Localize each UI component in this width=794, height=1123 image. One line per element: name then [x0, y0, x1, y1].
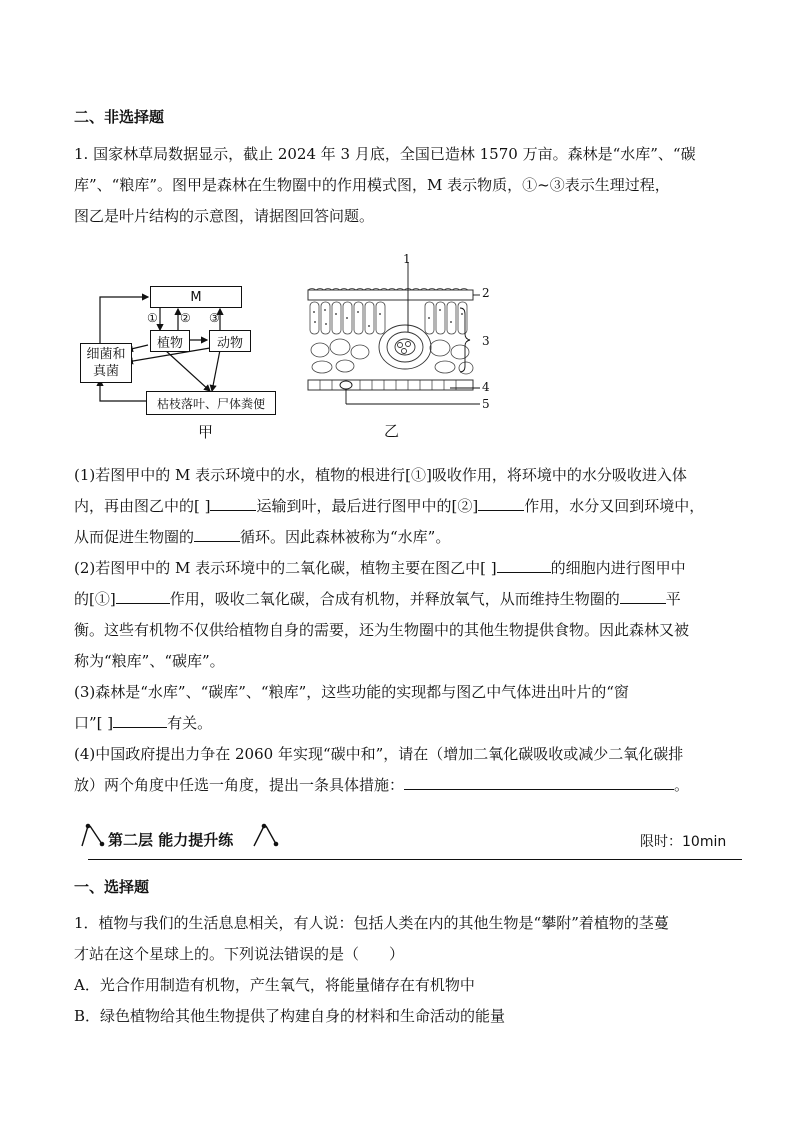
- box-bacteria-fungi: 细菌和真菌: [80, 343, 132, 383]
- answer-blank[interactable]: [404, 775, 674, 790]
- box-plant: 植物: [150, 330, 190, 352]
- leaf-cross-section: [300, 252, 500, 412]
- process-label-3: ③: [209, 311, 220, 325]
- answer-blank[interactable]: [113, 713, 167, 728]
- mc1-line-2: 才站在这个星球上的。下列说法错误的是（ ）: [74, 945, 405, 963]
- answer-blank[interactable]: [194, 527, 240, 542]
- process-label-1: ①: [147, 311, 158, 325]
- option-b[interactable]: B．绿色植物给其他生物提供了构建自身的材料和生命活动的能量: [74, 1007, 506, 1025]
- layer-title: 第二层 能力提升练: [108, 831, 234, 849]
- sub1-line-2: 内，再由图乙中的[ ] 运输到叶，最后进行图甲中的[②] 作用，水分又回到环境中，: [74, 497, 705, 515]
- sub4-line-1: (4)中国政府提出力争在 2060 年实现“碳中和”，请在（增加二氧化碳吸收或减少二氧化碳排: [74, 745, 684, 763]
- leaf-label-2: 2: [482, 286, 490, 300]
- decor-left-icon: [78, 818, 108, 852]
- section-title-choice: 一、选择题: [74, 878, 150, 896]
- box-litter: 枯枝落叶、尸体粪便: [146, 391, 276, 415]
- answer-blank[interactable]: [497, 558, 551, 573]
- answer-blank[interactable]: [620, 589, 666, 604]
- sub1-line-3: 从而促进生物圈的 循环。因此森林被称为“水库”。: [74, 528, 451, 546]
- decor-right-icon: [250, 818, 280, 852]
- caption-jia: 甲: [198, 423, 214, 441]
- sub4-line-2: 放）两个角度中任选一角度，提出一条具体措施： 。: [74, 776, 690, 794]
- leaf-label-3: 3: [482, 334, 490, 348]
- sub3-line-2: 口”[ ] 有关。: [74, 714, 213, 732]
- time-limit: 限时：10min: [640, 834, 727, 850]
- option-a[interactable]: A．光合作用制造有机物，产生氧气，将能量储存在有机物中: [74, 976, 475, 994]
- section-title-nonchoice: 二、非选择题: [74, 108, 165, 126]
- answer-blank[interactable]: [210, 496, 256, 511]
- caption-yi: 乙: [384, 422, 400, 440]
- sub-question-4: [74, 739, 734, 801]
- intro-line-3: 图乙是叶片结构的示意图，请据图回答问题。: [74, 207, 375, 225]
- header-divider: [88, 859, 742, 860]
- answer-blank[interactable]: [116, 589, 170, 604]
- sub-question-3: [74, 677, 734, 739]
- mc1-line-1: 1．植物与我们的生活息息相关，有人说：包括人类在内的其他生物是“攀附”着植物的茎蔓: [74, 914, 669, 932]
- sub1-line-1: (1)若图甲中的 M 表示环境中的水，植物的根进行[①]吸收作用，将环境中的水分吸收进入体: [74, 466, 687, 484]
- diagram-yi: [300, 252, 500, 442]
- sub2-line-1: (2)若图甲中的 M 表示环境中的二氧化碳，植物主要在图乙中[ ] 的细胞内进行图甲中: [74, 559, 686, 577]
- diagram-jia: [80, 280, 290, 440]
- box-animal: 动物: [209, 330, 251, 352]
- sub-question-1: [74, 460, 734, 553]
- intro-line-1: 1. 国家林草局数据显示，截止 2024 年 3 月底，全国已造林 1570 万亩。森林是“水库”、“碳: [74, 145, 696, 163]
- sub2-line-3: 衡。这些有机物不仅供给植物自身的需要，还为生物圈中的其他生物提供食物。因此森林又被: [74, 621, 690, 639]
- question-1-intro: [74, 139, 734, 232]
- sub3-line-1: (3)森林是“水库”、“碳库”、“粮库”，这些功能的实现都与图乙中气体进出叶片的“窗: [74, 683, 629, 701]
- intro-line-2: 库”、“粮库”。图甲是森林在生物圈中的作用模式图，M 表示物质，①~③表示生理过程，: [74, 176, 670, 194]
- sub2-line-4: 称为“粮库”、“碳库”。: [74, 652, 225, 670]
- box-m: M: [150, 286, 242, 308]
- sub-question-2: [74, 553, 734, 677]
- sub2-line-2: 的[①] 作用，吸收二氧化碳，合成有机物，并释放氧气，从而维持生物圈的 平: [74, 590, 681, 608]
- answer-blank[interactable]: [478, 496, 524, 511]
- leaf-label-5: 5: [482, 397, 490, 411]
- mc-question-1: [74, 908, 734, 1032]
- leaf-label-4: 4: [482, 380, 490, 394]
- leaf-label-1: 1: [403, 252, 411, 266]
- process-label-2: ②: [180, 311, 191, 325]
